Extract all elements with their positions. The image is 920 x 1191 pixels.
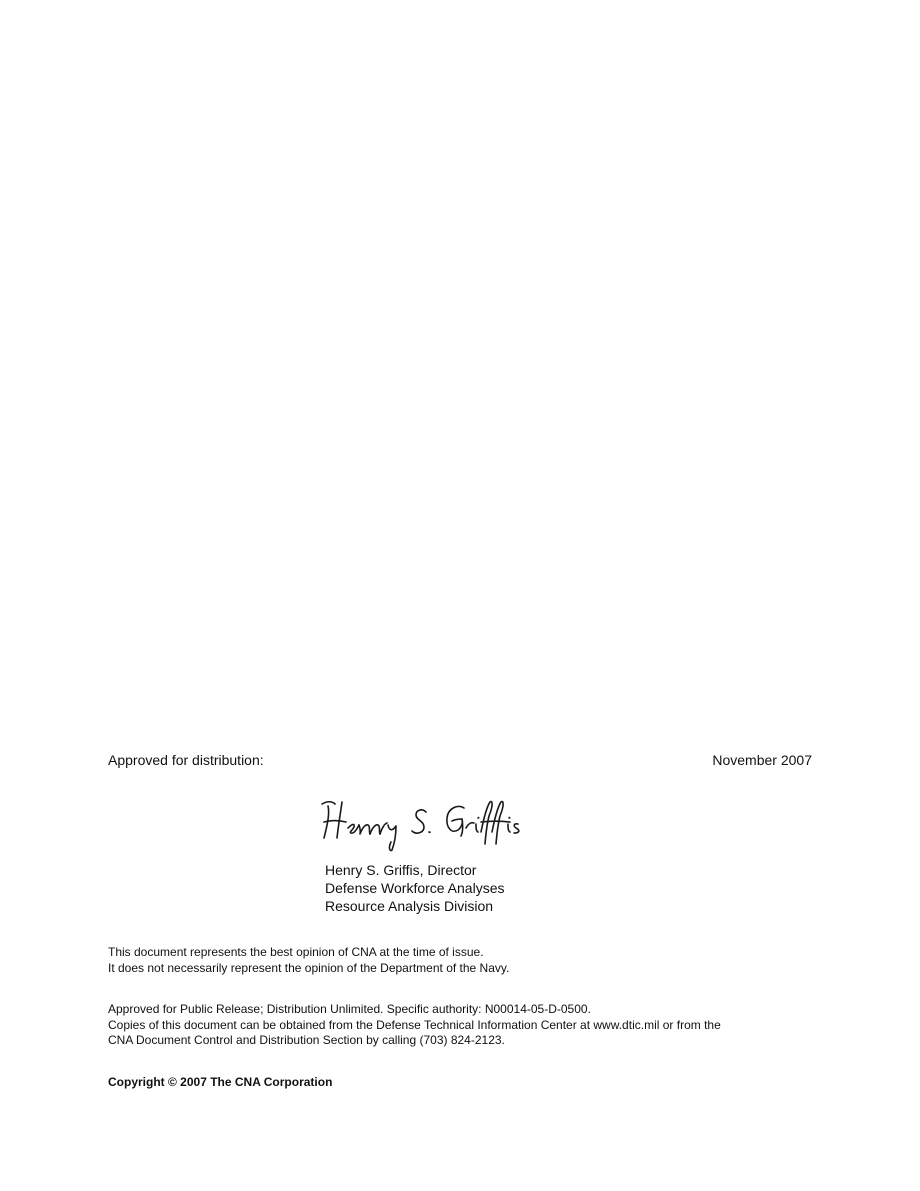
signatory-name-title: Henry S. Griffis, Director (325, 862, 477, 878)
release-line: Copies of this document can be obtained from the Defense Technical Information Center at www.dtic.mil or from the (108, 1017, 721, 1032)
copyright-notice: Copyright © 2007 The CNA Corporation (108, 1075, 333, 1089)
release-line: Approved for Public Release; Distribution Unlimited. Specific authority: N00014-05-D-0500. (108, 1002, 591, 1016)
approval-date: November 2007 (712, 752, 812, 768)
signatory-division: Resource Analysis Division (325, 898, 494, 914)
handwritten-signature (318, 792, 550, 852)
disclaimer-block (108, 945, 509, 976)
signatory-block (325, 861, 505, 915)
signatory-department: Defense Workforce Analyses (325, 880, 505, 896)
release-line: CNA Document Control and Distribution Section by calling (703) 824-2123. (108, 1033, 505, 1047)
approved-for-distribution-label: Approved for distribution: (108, 752, 264, 768)
disclaimer-line: This document represents the best opinion of CNA at the time of issue. (108, 945, 484, 959)
release-statement (108, 1002, 818, 1049)
disclaimer-line: It does not necessarily represent the opinion of the Department of the Navy. (108, 960, 510, 975)
